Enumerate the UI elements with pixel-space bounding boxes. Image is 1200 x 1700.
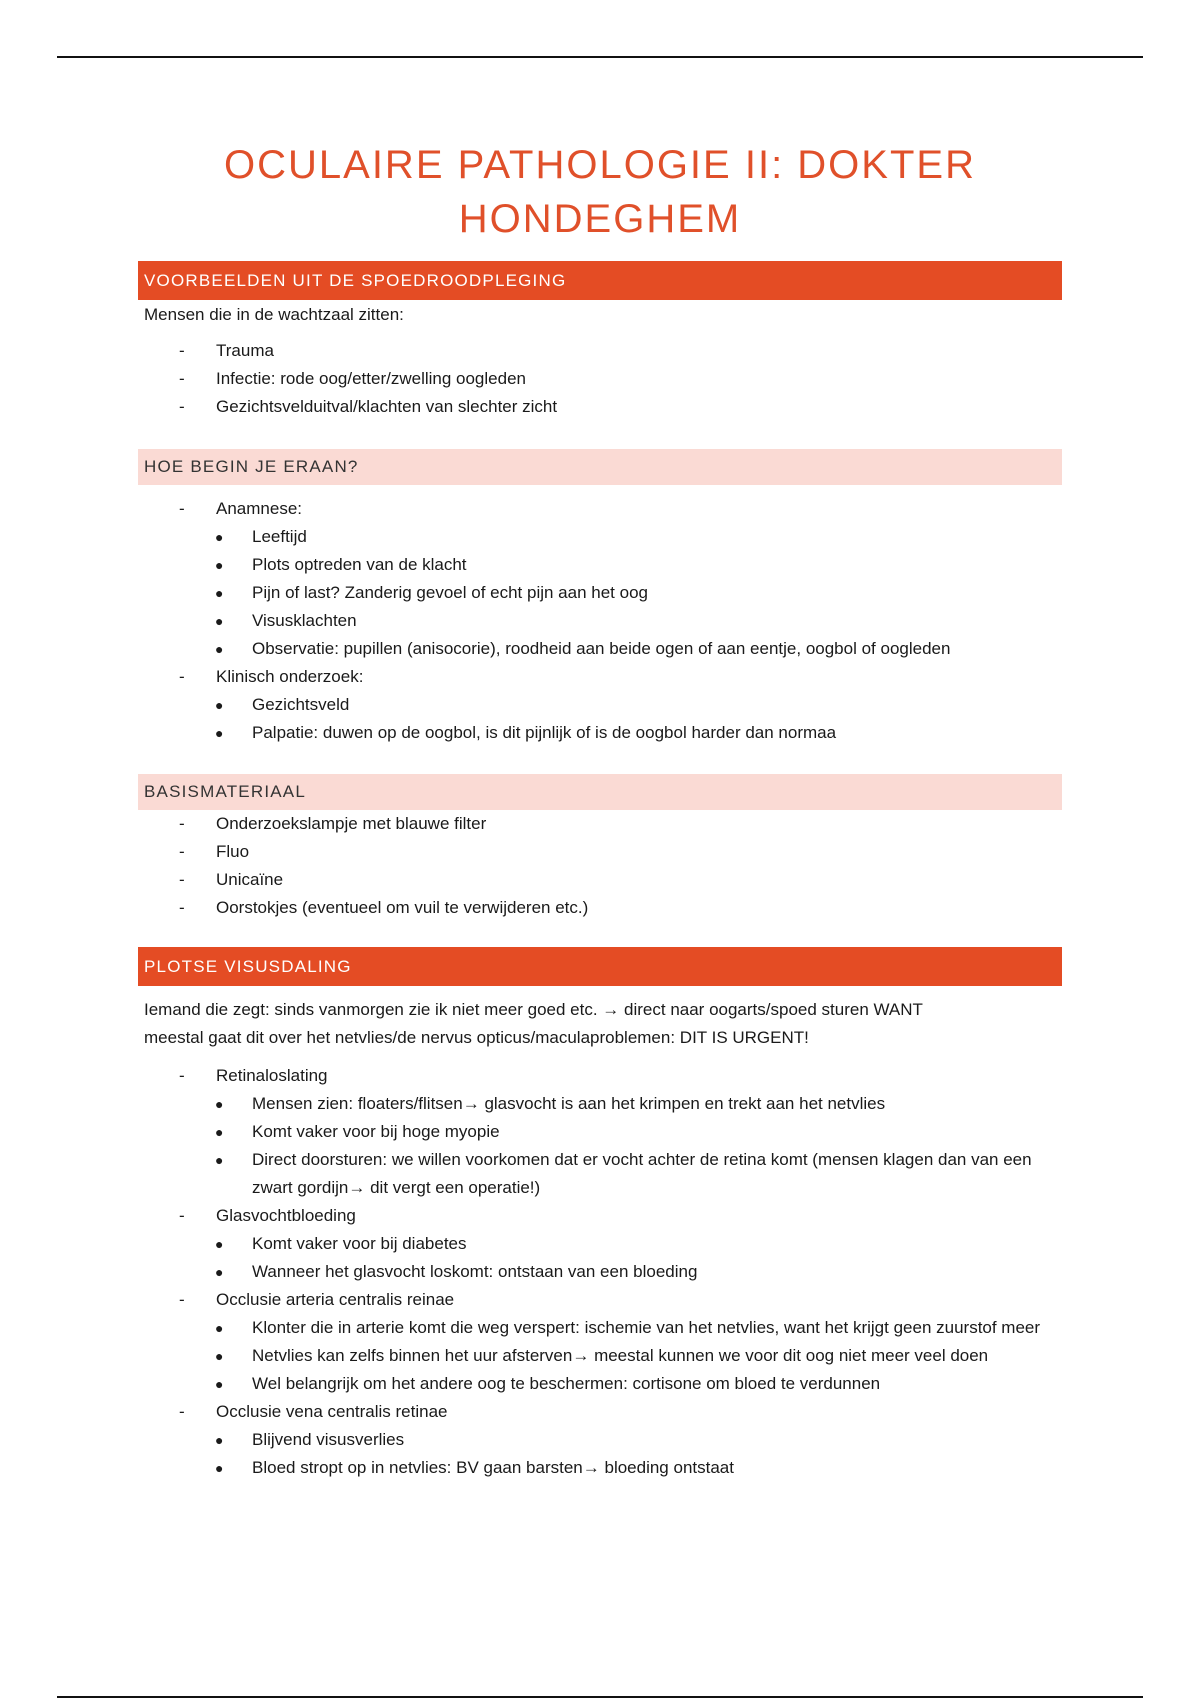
list-item: ● Observatie: pupillen (anisocorie), roodheid aan beide ogen of aan eentje, oogbol of oogleden: [215, 639, 951, 658]
bullet-list: [138, 1426, 1062, 1482]
bullet-list: [138, 691, 1062, 747]
bullet-list: [138, 1314, 1062, 1398]
list-item: ● Wanneer het glasvocht loskomt: ontstaan van een bloeding: [215, 1262, 698, 1281]
dash-list: [138, 337, 1062, 421]
list-item: ● Bloed stropt op in netvlies: BV gaan barsten→ bloeding ontstaat: [215, 1458, 734, 1477]
list-item: - Retinaloslating: [179, 1066, 328, 1085]
list-item: - Onderzoekslampje met blauwe filter: [179, 814, 487, 833]
list-item: ● Palpatie: duwen op de oogbol, is dit pijnlijk of is de oogbol harder dan normaa: [215, 723, 837, 742]
list-item: ● Plots optreden van de klacht: [215, 555, 467, 574]
dash-list: [138, 495, 1062, 523]
list-item: - Infectie: rode oog/etter/zwelling oogleden: [179, 369, 526, 388]
section-heading: VOORBEELDEN UIT DE SPOEDROODPLEGING: [138, 261, 1062, 300]
page-title: [0, 138, 1200, 246]
list-item: - Occlusie vena centralis retinae: [179, 1402, 448, 1421]
list-item: - Trauma: [179, 341, 274, 360]
dash-list: [138, 1398, 1062, 1426]
dash-list: [138, 663, 1062, 691]
list-item: ● Netvlies kan zelfs binnen het uur afsterven→ meestal kunnen we voor dit oog niet meer veel doen: [215, 1346, 989, 1365]
list-item: - Anamnese:: [179, 499, 302, 518]
list-item: ● Komt vaker voor bij diabetes: [215, 1234, 467, 1253]
bullet-list: [138, 1230, 1062, 1286]
list-item: ● Visusklachten: [215, 611, 357, 630]
top-rule: [57, 56, 1143, 58]
dash-list: [138, 1202, 1062, 1230]
list-item: ● Pijn of last? Zanderig gevoel of echt pijn aan het oog: [215, 583, 648, 602]
list-item: ● Mensen zien: floaters/flitsen→ glasvocht is aan het krimpen en trekt aan het netvlies: [215, 1094, 886, 1113]
section-begin: [138, 449, 1062, 747]
list-item: - Gezichtsvelduitval/klachten van slechter zicht: [179, 397, 558, 416]
list-item: ● Klonter die in arterie komt die weg verspert: ischemie van het netvlies, want het krijgt geen zuurstof meer: [215, 1318, 1041, 1337]
list-item: ● Direct doorsturen: we willen voorkomen dat er vocht achter de retina komt (mensen klagen dan van een zwart gordijn→ dit vergt een operatie!): [215, 1150, 1032, 1197]
list-item: - Fluo: [179, 842, 250, 861]
list-item: ● Blijvend visusverlies: [215, 1430, 405, 1449]
section-visusdaling: [138, 947, 1062, 1482]
bottom-rule: [57, 1696, 1143, 1698]
list-item: - Oorstokjes (eventueel om vuil te verwijderen etc.): [179, 898, 589, 917]
list-item: - Unicaïne: [179, 870, 284, 889]
bullet-list: [138, 1090, 1062, 1202]
dash-list: [138, 810, 1062, 922]
list-item: ● Gezichtsveld: [215, 695, 350, 714]
list-item: - Glasvochtbloeding: [179, 1206, 356, 1225]
bullet-list: [138, 523, 1062, 663]
section-basismateriaal: [138, 774, 1062, 922]
list-item: ● Komt vaker voor bij hoge myopie: [215, 1122, 500, 1141]
dash-list: [138, 1062, 1062, 1090]
section-intro: Mensen die in de wachtzaal zitten:: [144, 305, 404, 324]
list-item: ● Leeftijd: [215, 527, 307, 546]
list-item: - Klinisch onderzoek:: [179, 667, 364, 686]
section-heading: BASISMATERIAAL: [138, 774, 1062, 810]
section-heading: HOE BEGIN JE ERAAN?: [138, 449, 1062, 485]
title-line-2: HONDEGHEM: [458, 197, 742, 241]
section-intro: Iemand die zegt: sinds vanmorgen zie ik niet meer goed etc. → direct naar oogarts/spoed sturen WANT meestal gaat dit over het netvlies/de nervus opticus/maculaproblemen: DIT IS URGENT!: [144, 1000, 923, 1047]
list-item: - Occlusie arteria centralis reinae: [179, 1290, 455, 1309]
section-heading: PLOTSE VISUSDALING: [138, 947, 1062, 986]
title-line-1: OCULAIRE PATHOLOGIE II: DOKTER: [224, 143, 976, 187]
list-item: ● Wel belangrijk om het andere oog te beschermen: cortisone om bloed te verdunnen: [215, 1374, 881, 1393]
section-spoed: [138, 261, 1062, 421]
dash-list: [138, 1286, 1062, 1314]
